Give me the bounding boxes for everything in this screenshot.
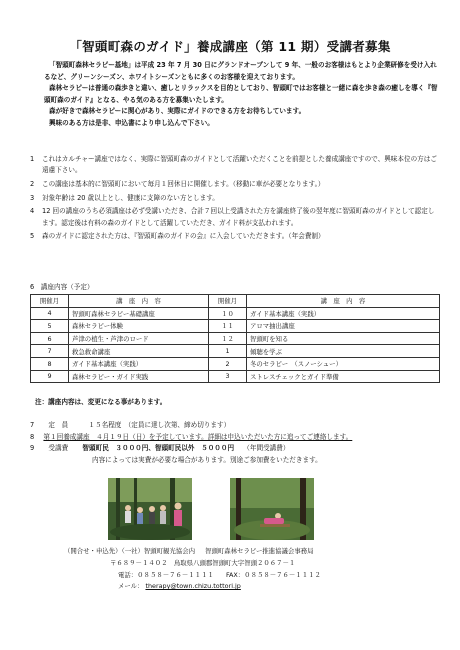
table-header-cell: 開催月: [209, 295, 247, 308]
first-session-number: 8: [30, 432, 35, 441]
list-item: [30, 193, 440, 204]
fee-row: [30, 443, 440, 455]
list-item-text: 森のガイドに認定された方は、『智頭町森のガイドの会』に入会していただきます。（年会費制）: [42, 232, 325, 241]
contact-info: [64, 546, 444, 593]
forest-group-photo-image: [108, 478, 192, 540]
table-row: [31, 307, 440, 320]
capacity-label: 定 員: [48, 421, 69, 429]
list-item-text: これはカルチャー講座ではなく、実際に智頭町森のガイドとして活躍いただくことを前提とした養成講座ですので、興味本位の方はご遠慮下さい。: [42, 155, 437, 175]
list-item-text: 12 回の講座のうち必須講座は必ず受講いただき、合計７回以上受講された方を講座終了後の翌年度に智頭町森のガイドとして認定します。認定後は有料の森のガイドとして活躍していただき、ガイド料が支払われます。: [42, 207, 435, 227]
table-cell-month: 7: [31, 345, 69, 358]
table-header-cell: 講 座 内 容: [247, 295, 440, 308]
table-cell-content: 智頭町森林セラピー基礎講座: [69, 307, 209, 320]
contact-org-2: 智頭町森林セラピー推進協議会事務局: [205, 547, 314, 555]
capacity-number: 7: [30, 421, 35, 429]
list-item-number: 2: [30, 179, 35, 188]
contact-address: 〒６８９－１４０２ 鳥取県八頭郡智頭町大字智頭２０６７－１: [110, 558, 296, 567]
table-cell-month: 8: [31, 357, 69, 370]
contact-mail[interactable]: therapy@town.chizu.tottori.jp: [145, 582, 241, 591]
section-6-title: 6 講座内容（予定）: [30, 283, 94, 291]
intro-paragraph-2: 森林セラピーは普通の森歩きと違い、癒しとリラックスを目的としており、智頭町ではお客様と一緒に森を歩き森の癒しを導く『智頭町森のガイド』となる、やる気のある方を募集いたします。: [44, 84, 438, 104]
fee-note: 内容によっては実費が必要な場合があります。別途ご参加費をいただきます。: [92, 455, 322, 464]
intro-text: [44, 60, 439, 129]
table-cell-content: 救急救命講座: [69, 345, 209, 358]
table-cell-month: 9: [31, 370, 69, 383]
table-cell-content: 芦津の植生・芦津のロード: [69, 332, 209, 345]
list-item-number: 5: [30, 232, 35, 241]
table-row: [31, 320, 440, 333]
intro-paragraph-4: 興味のある方は是非、申込書により申し込んで下さい。: [49, 118, 214, 127]
course-table: [30, 294, 440, 383]
table-cell-month: 5: [31, 320, 69, 333]
table-cell-content: 傾聴を学ぶ: [247, 345, 440, 358]
list-item-number: 4: [30, 207, 35, 216]
table-header-cell: 開催月: [31, 295, 69, 308]
list-item: [30, 154, 440, 176]
table-cell-month: 6: [31, 332, 69, 345]
list-item-text: この講座は基本的に智頭町において毎月１回休日に開催します。（移動に車が必要となります。）: [42, 179, 325, 188]
contact-mail-row: [64, 581, 444, 593]
first-session-row: [30, 432, 440, 444]
fee-annual: （年間受講費）: [243, 444, 290, 453]
list-item-number: 1: [30, 155, 35, 163]
application-info: [30, 420, 440, 466]
table-row: [31, 370, 440, 383]
list-item: [30, 179, 440, 190]
list-item: [30, 206, 440, 228]
capacity-value: １５名程度 （定員に達し次第、締め切ります）: [88, 421, 231, 429]
table-cell-month: １１: [209, 320, 247, 333]
page-title: 「智頭町森のガイド」養成講座（第 11 期）受講者募集: [69, 39, 391, 54]
table-cell-content: 智頭町を知る: [247, 332, 440, 345]
table-note: 注：講座内容は、変更になる事があります。: [35, 398, 167, 406]
table-cell-month: １２: [209, 332, 247, 345]
fee-number: 9: [30, 444, 35, 453]
table-cell-month: 4: [31, 307, 69, 320]
contact-org-1: （開合せ・申込先）（一社）智頭町観光協会内: [64, 547, 196, 555]
table-cell-content: ストレスチェックとガイド準備: [247, 370, 440, 383]
contact-tel: 電話：０８５８－７６－１１１１: [118, 570, 214, 579]
list-item-number: 3: [30, 193, 35, 202]
contact-phone-row: [64, 570, 444, 582]
table-header-row: [31, 295, 440, 308]
table-cell-content: 森林セラピー・ガイド実践: [69, 370, 209, 383]
list-item: [30, 231, 440, 242]
conditions-list: [30, 154, 440, 245]
contact-organizations: [64, 546, 444, 558]
table-cell-month: 1: [209, 345, 247, 358]
table-cell-content: 森林セラピー体験: [69, 320, 209, 333]
contact-fax: FAX：０８５８－７６－１１１２: [225, 570, 321, 579]
intro-paragraph-1: 「智頭町森林セラピー基地」は平成 23 年 7 月 30 日にグランドオープンして 9 年、一般のお客様はもとより企業研修を受け入れるなど、グリーンシーズン、ホワイトシーズンともに多くのお客様を迎えております。: [44, 61, 437, 81]
table-cell-month: 3: [209, 370, 247, 383]
table-header-cell: 講 座 内 容: [69, 295, 209, 308]
fee-label: 受講費: [48, 444, 69, 453]
table-row: [31, 332, 440, 345]
capacity-row: [30, 420, 440, 432]
contact-mail-label: メール：: [118, 582, 144, 591]
first-session-text: 第１回養成講座 ４月１９日（日）を予定しています。詳細は申込いただいた方に追ってご連絡します。: [43, 432, 353, 441]
forest-therapy-photo: [230, 478, 314, 540]
forest-group-photo: [108, 478, 192, 540]
table-cell-month: 2: [209, 357, 247, 370]
fee-resident: 智頭町民 ３０００円、智頭町民以外 ５０００円: [82, 444, 235, 453]
table-row: [31, 357, 440, 370]
table-cell-content: ガイド基本講座（実践）: [69, 357, 209, 370]
table-cell-content: ガイド基本講座（実践）: [247, 307, 440, 320]
intro-paragraph-3: 森が好きで森林セラピーに関心があり、実際にガイドのできる方をお待ちしています。: [49, 107, 306, 115]
table-cell-month: １０: [209, 307, 247, 320]
table-cell-content: アロマ抽出講座: [247, 320, 440, 333]
table-cell-content: 冬のセラピー （スノーシュー）: [247, 357, 440, 370]
table-row: [31, 345, 440, 358]
list-item-text: 対象年齢は 20 歳以上とし、健康に支障のない方とします。: [42, 193, 219, 202]
forest-therapy-photo-image: [230, 478, 314, 540]
